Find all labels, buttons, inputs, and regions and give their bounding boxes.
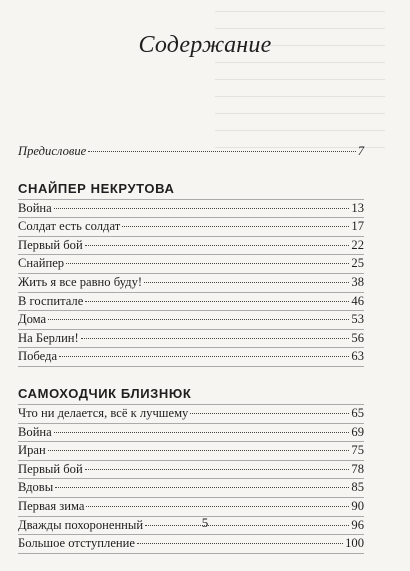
toc-entry-title: Жить я все равно буду!: [18, 274, 143, 289]
toc-entry: [18, 330, 364, 349]
toc-entry-title: Вдовы: [18, 480, 54, 495]
toc-entry-page: 13: [351, 200, 364, 215]
toc-entry-page: 96: [351, 517, 364, 532]
leader-dots: [54, 208, 350, 209]
toc-entry: [18, 348, 364, 367]
toc-entry-page: 38: [351, 274, 364, 289]
toc-entry-page: 90: [351, 498, 364, 513]
toc-entry: [18, 274, 364, 293]
toc-entry: [18, 535, 364, 554]
toc-entry-title: Первый бой: [18, 461, 83, 476]
leader-dots: [137, 543, 343, 544]
toc-entry: [18, 424, 364, 443]
toc-entry: [18, 237, 364, 256]
toc-entry: [18, 405, 364, 424]
toc-entry-title: Война: [18, 200, 52, 215]
leader-dots: [144, 282, 349, 283]
leader-dots: [88, 151, 355, 152]
toc-entry-title: Дважды похороненный: [18, 517, 144, 532]
leader-dots: [81, 338, 350, 339]
toc-entry-title: На Берлин!: [18, 330, 79, 345]
toc-entry: [18, 293, 364, 312]
toc-entry-title: Что ни делается, всё к лучшему: [18, 405, 189, 420]
section-heading: САМОХОДЧИК БЛИЗНЮК: [18, 385, 192, 401]
toc-entry-title: Дома: [18, 312, 47, 327]
toc-entry-page: 22: [351, 237, 364, 252]
toc-entry-title: В госпитале: [18, 293, 84, 308]
toc-entry-title: Иран: [18, 443, 46, 458]
toc-entry: [18, 442, 364, 461]
toc-entry: [18, 461, 364, 480]
toc-entry: [18, 255, 364, 274]
leader-dots: [85, 245, 350, 246]
section-entries: [18, 199, 364, 367]
toc-entry-title: Победа: [18, 349, 58, 364]
toc-entry-page: 46: [351, 293, 364, 308]
leader-dots: [55, 487, 349, 488]
toc-entry-page: 53: [351, 312, 364, 327]
toc-entry: [18, 218, 364, 237]
section-entries: [18, 404, 364, 554]
toc-entry-page: 75: [351, 443, 364, 458]
leader-dots: [66, 263, 349, 264]
toc-entry-title: Первый бой: [18, 237, 83, 252]
leader-dots: [59, 356, 349, 357]
toc-entry-page: 56: [351, 330, 364, 345]
toc-entry: [18, 200, 364, 219]
toc-entry-title: Предисловие: [18, 144, 87, 158]
toc-entry-page: 85: [351, 480, 364, 495]
toc-entry: [18, 311, 364, 330]
toc-entry-page: 78: [351, 461, 364, 476]
leader-dots: [85, 301, 349, 302]
toc-entry-preface: [18, 143, 364, 161]
toc-entry-page: 7: [357, 144, 364, 158]
toc-entry-title: Первая зима: [18, 498, 85, 513]
leader-dots: [85, 469, 350, 470]
toc-entry-title: Война: [18, 424, 52, 439]
leader-dots: [86, 506, 349, 507]
page-title: Содержание: [138, 32, 272, 58]
toc-entry-title: Снайпер: [18, 256, 65, 271]
toc-entry-page: 69: [351, 424, 364, 439]
leader-dots: [122, 226, 349, 227]
toc-entry-page: 25: [351, 256, 364, 271]
leader-dots: [48, 450, 350, 451]
toc-entry-page: 100: [345, 536, 364, 551]
leader-dots: [48, 319, 349, 320]
table-of-contents: [18, 143, 364, 571]
toc-entry: [18, 498, 364, 517]
show-through-text: [215, 0, 385, 150]
leader-dots: [54, 432, 350, 433]
toc-entry: [18, 479, 364, 498]
page-number: 5: [201, 515, 209, 530]
leader-dots: [190, 413, 349, 414]
section-heading: СНАЙПЕР НЕКРУТОВА: [18, 180, 175, 196]
toc-entry-page: 17: [351, 219, 364, 234]
toc-entry-title: Большое отступление: [18, 536, 135, 551]
toc-section: [18, 179, 364, 367]
toc-entry-title: Солдат есть солдат: [18, 219, 121, 234]
toc-entry-page: 63: [351, 349, 364, 364]
toc-entry-page: 65: [351, 405, 364, 420]
